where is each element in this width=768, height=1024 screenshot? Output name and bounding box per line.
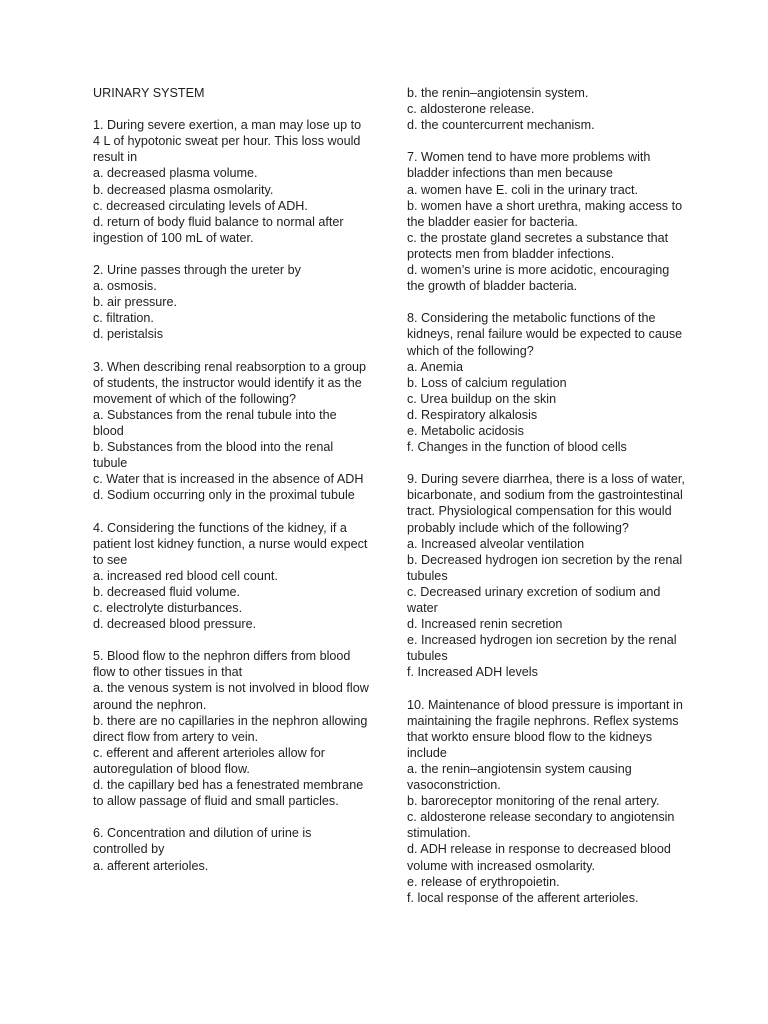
answer-option: a. decreased plasma volume. [93, 166, 258, 181]
question-stem: 6. Concentration and dilution of urine is controlled by [93, 826, 312, 857]
answer-option: c. the prostate gland secretes a substance that protects men from bladder infections. [407, 230, 669, 261]
answer-option: f. local response of the afferent arterioles. [407, 890, 639, 905]
answer-option: d. Sodium occurring only in the proximal tubule [93, 488, 355, 503]
answer-option: d. return of body fluid balance to normal after ingestion of 100 mL of water. [93, 214, 344, 245]
answer-option: e. release of erythropoietin. [407, 874, 560, 889]
answer-option: a. the venous system is not involved in blood flow around the nephron. [93, 681, 369, 712]
answer-option: d. peristalsis [93, 327, 163, 342]
answer-option: b. women have a short urethra, making access to the bladder easier for bacteria. [407, 198, 683, 229]
question-8 [407, 310, 689, 455]
answer-option: d. Respiratory alkalosis [407, 407, 538, 422]
answer-option: b. Decreased hydrogen ion secretion by the renal tubules [407, 552, 683, 583]
answer-option: d. women’s urine is more acidotic, encouraging the growth of bladder bacteria. [407, 263, 670, 294]
question-stem: 8. Considering the metabolic functions of the kidneys, renal failure would be expected to cause which of the following? [407, 311, 683, 358]
question-6-continued [407, 85, 689, 133]
answer-option: d. Increased renin secretion [407, 617, 563, 632]
question-2 [93, 262, 369, 342]
question-9 [407, 471, 689, 680]
question-7 [407, 149, 689, 294]
question-stem: 9. During severe diarrhea, there is a loss of water, bicarbonate, and sodium from the gastrointestinal tract. Physiological compensation for this would probably include which of the following? [407, 472, 685, 535]
answer-option: b. decreased fluid volume. [93, 584, 241, 599]
answer-option: c. efferent and afferent arterioles allow for autoregulation of blood flow. [93, 745, 325, 776]
answer-option: e. Metabolic acidosis [407, 423, 524, 438]
answer-option: c. aldosterone release secondary to angiotensin stimulation. [407, 810, 675, 841]
answer-option: c. Decreased urinary excretion of sodium and water [407, 584, 661, 615]
answer-option: a. Anemia [407, 359, 464, 374]
answer-option: b. Substances from the blood into the renal tubule [93, 440, 334, 471]
answer-option: f. Increased ADH levels [407, 665, 538, 680]
answer-option: a. the renin–angiotensin system causing vasoconstriction. [407, 761, 632, 793]
answer-option: d. ADH release in response to decreased blood volume with increased osmolarity. [407, 842, 671, 873]
answer-option: a. Increased alveolar ventilation [407, 536, 585, 551]
question-3 [93, 359, 369, 504]
answer-option: f. Changes in the function of blood cells [407, 440, 627, 455]
answer-option: b. the renin–angiotensin system. [407, 86, 589, 100]
answer-option: c. aldosterone release. [407, 102, 535, 117]
left-column [93, 85, 369, 890]
answer-option: a. increased red blood cell count. [93, 568, 278, 583]
answer-option: d. decreased blood pressure. [93, 617, 257, 632]
answer-option: b. baroreceptor monitoring of the renal artery. [407, 794, 660, 809]
document-title: URINARY SYSTEM [93, 86, 205, 100]
question-stem: 2. Urine passes through the ureter by [93, 263, 301, 278]
answer-option: c. filtration. [93, 311, 154, 326]
question-4 [93, 520, 369, 633]
right-column [407, 85, 689, 922]
question-stem: 10. Maintenance of blood pressure is important in maintaining the fragile nephrons. Reflex systems that workto ensure blood flow to the kidneys include [407, 697, 683, 760]
question-stem: 3. When describing renal reabsorption to a group of students, the instructor would identify it as the movement of which of the following? [93, 359, 367, 406]
answer-option: d. the capillary bed has a fenestrated membrane to allow passage of fluid and small particles. [93, 778, 364, 809]
answer-option: a. Substances from the renal tubule into the blood [93, 407, 337, 438]
question-6 [93, 825, 369, 873]
answer-option: a. afferent arterioles. [93, 858, 209, 873]
answer-option: e. Increased hydrogen ion secretion by the renal tubules [407, 633, 677, 664]
answer-option: c. Urea buildup on the skin [407, 391, 557, 406]
answer-option: c. electrolyte disturbances. [93, 601, 243, 615]
answer-option: c. Water that is increased in the absence of ADH [93, 472, 364, 487]
answer-option: a. osmosis. [93, 279, 157, 294]
question-stem: 5. Blood flow to the nephron differs from blood flow to other tissues in that [93, 649, 351, 680]
answer-option: b. Loss of calcium regulation [407, 375, 567, 390]
question-5 [93, 648, 369, 809]
answer-option: d. the countercurrent mechanism. [407, 118, 595, 133]
question-10 [407, 697, 689, 906]
answer-option: b. decreased plasma osmolarity. [93, 182, 274, 197]
answer-option: a. women have E. coli in the urinary tract. [407, 182, 638, 197]
answer-option: b. there are no capillaries in the nephron allowing direct flow from artery to vein. [93, 713, 368, 744]
question-stem: 1. During severe exertion, a man may lose up to 4 L of hypotonic sweat per hour. This loss would result in [93, 118, 362, 165]
question-stem: 4. Considering the functions of the kidney, if a patient lost kidney function, a nurse would expect to see [93, 520, 368, 567]
question-stem: 7. Women tend to have more problems with bladder infections than men because [407, 150, 651, 181]
answer-option: b. air pressure. [93, 295, 177, 310]
question-1 [93, 117, 369, 246]
answer-option: c. decreased circulating levels of ADH. [93, 198, 308, 213]
